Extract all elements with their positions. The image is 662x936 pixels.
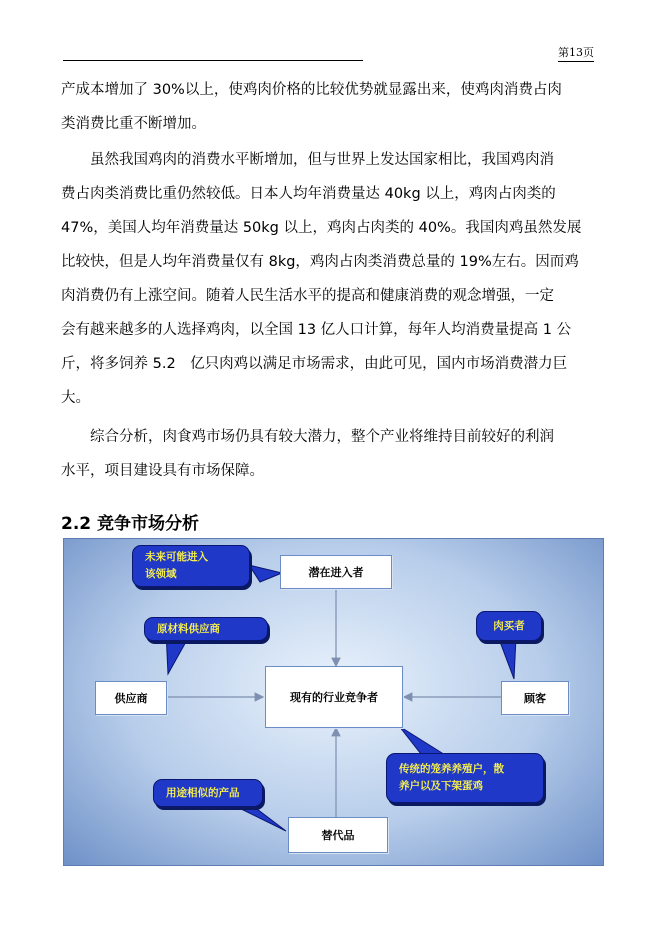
callout-text: 养户以及下架蛋鸡: [399, 780, 483, 792]
text-line: 类消费比重不断增加。: [61, 116, 206, 132]
callout-traditional-farmers: [386, 753, 544, 803]
substitutes-box: 替代品: [288, 817, 388, 853]
page-number: 第13页: [558, 46, 594, 59]
suppliers-box: 供应商: [95, 681, 167, 715]
text-line: 产成本增加了 30%以上，使鸡肉价格的比较优势就显露出来，使鸡肉消费占肉: [61, 82, 562, 98]
text-line: 虽然我国鸡肉的消费水平断增加，但与世界上发达国家相比，我国鸡肉消: [61, 152, 554, 168]
callout-text: 该领域: [145, 568, 177, 580]
callout-text: 传统的笼养养殖户，散: [399, 763, 504, 775]
text-line: 会有越来越多的人选择鸡肉，以全国 13 亿人口计算，每年人均消费量提高 1 公: [61, 322, 572, 338]
header-rule: [63, 60, 363, 61]
callout-tail: [229, 803, 286, 831]
customers-box: 顾客: [501, 681, 569, 715]
text-line: 大。: [61, 390, 90, 406]
callout-raw-material: 原材料供应商: [144, 617, 268, 641]
callout-similar-products: 用途相似的产品: [153, 779, 263, 807]
callout-text: 未来可能进入: [145, 551, 208, 563]
text-line: 水平，项目建设具有市场保障。: [61, 463, 264, 479]
paragraph-2: [61, 143, 601, 415]
paragraph-3: [61, 420, 601, 488]
potential-entrants-box: 潜在进入者: [280, 555, 392, 589]
callout-tail: [249, 565, 282, 582]
text-line: 综合分析，肉食鸡市场仍具有较大潜力，整个产业将维持目前较好的利润: [61, 429, 554, 445]
text-line: 比较快，但是人均年消费量仅有 8kg，鸡肉占肉类消费总量的 19%左右。因而鸡: [61, 254, 579, 270]
text-line: 47%，美国人均年消费量达 50kg 以上，鸡肉占肉类的 40%。我国肉鸡虽然发展: [61, 220, 582, 236]
paragraph-1: [61, 73, 601, 141]
text-line: 费占肉类消费比重仍然较低。日本人均年消费量达 40kg 以上，鸡肉占肉类的: [61, 186, 556, 202]
existing-competitors-box: 现有的行业竞争者: [265, 666, 403, 728]
text-line: 斤，将多饲养 5.2 亿只肉鸡以满足市场需求，由此可见，国内市场消费潜力巨: [61, 356, 568, 372]
text-line: 肉消费仍有上涨空间。随着人民生活水平的提高和健康消费的观念增强，一定: [61, 288, 554, 304]
callout-future-entry: [132, 545, 250, 587]
section-heading: 2.2 竞争市场分析: [61, 514, 200, 534]
five-forces-diagram: [63, 538, 604, 866]
callout-meat-buyers: 肉买者: [476, 611, 542, 641]
